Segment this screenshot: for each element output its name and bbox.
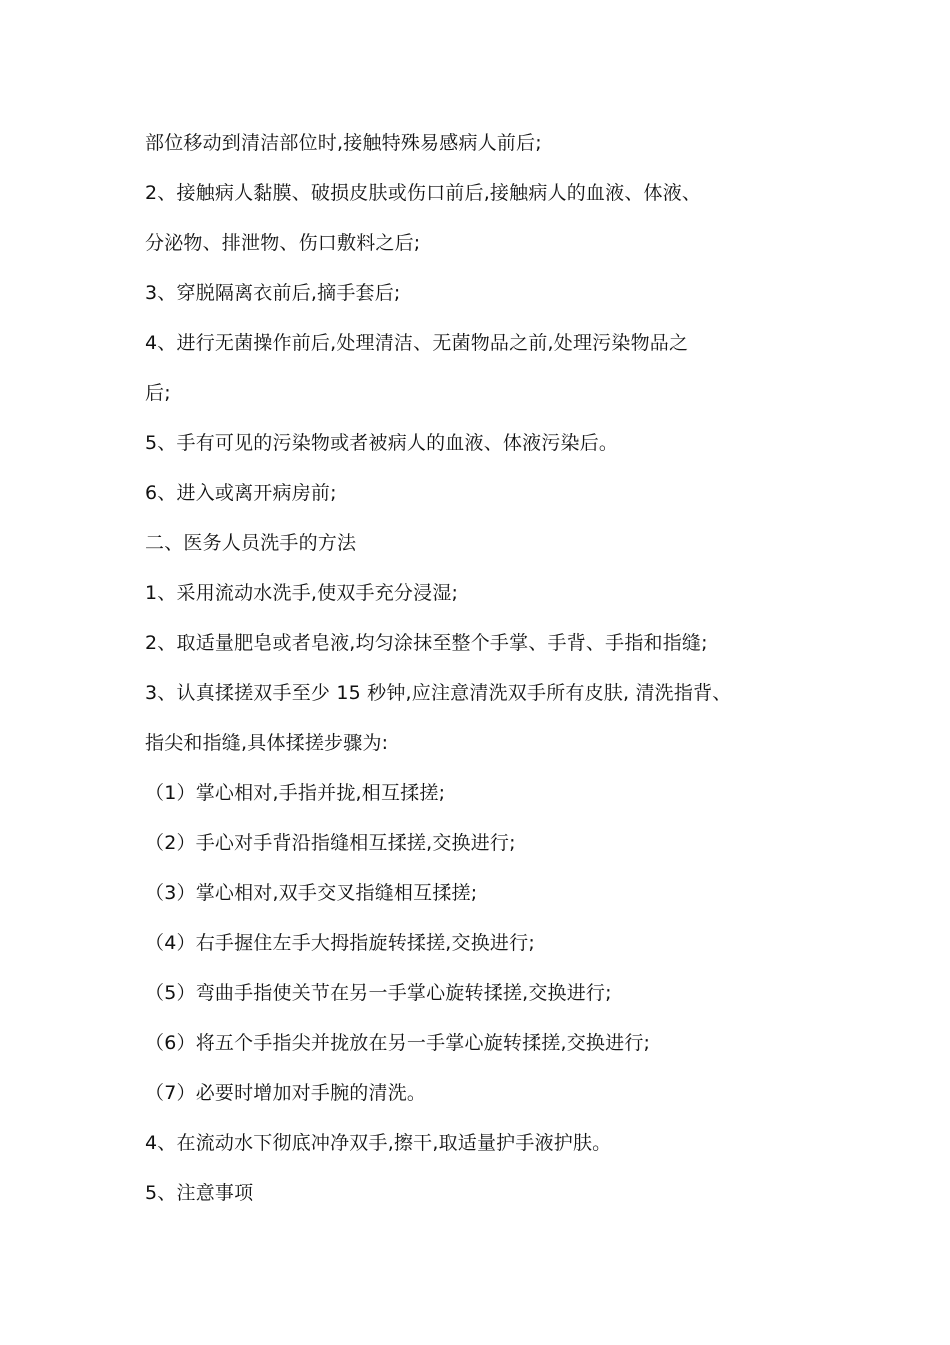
text-line: 4、进行无菌操作前后,处理清洁、无菌物品之前,处理污染物品之 [145,332,689,354]
section-heading: 二、医务人员洗手的方法 [145,532,357,554]
text-line: 分泌物、排泄物、伤口敷料之后; [145,232,421,254]
step-item: （4）右手握住左手大拇指旋转揉搓,交换进行; [145,932,535,954]
step-item: （5）弯曲手指使关节在另一手掌心旋转揉搓,交换进行; [145,982,612,1004]
step-item: （1）掌心相对,手指并拢,相互揉搓; [145,782,446,804]
step-item: （2）手心对手背沿指缝相互揉搓,交换进行; [145,832,516,854]
text-line: 5、手有可见的污染物或者被病人的血液、体液污染后。 [145,432,619,454]
text-line: 3、认真揉搓双手至少 15 秒钟,应注意清洗双手所有皮肤, 清洗指背、 [145,682,732,704]
text-line: 1、采用流动水洗手,使双手充分浸湿; [145,582,459,604]
text-line: 4、在流动水下彻底冲净双手,擦干,取适量护手液护肤。 [145,1132,612,1154]
text-line: 指尖和指缝,具体揉搓步骤为: [145,732,389,754]
step-item: （7）必要时增加对手腕的清洗。 [145,1082,427,1104]
text-line: 3、穿脱隔离衣前后,摘手套后; [145,282,401,304]
text-line: 后; [145,382,171,404]
text-line: 部位移动到清洁部位时,接触特殊易感病人前后; [145,132,542,154]
document-body [145,118,805,1218]
step-item: （6）将五个手指尖并拢放在另一手掌心旋转揉搓,交换进行; [145,1032,651,1054]
text-line: 2、接触病人黏膜、破损皮肤或伤口前后,接触病人的血液、体液、 [145,182,702,204]
text-line: 2、取适量肥皂或者皂液,均匀涂抹至整个手掌、手背、手指和指缝; [145,632,708,654]
text-line: 5、注意事项 [145,1182,254,1204]
text-line: 6、进入或离开病房前; [145,482,337,504]
step-item: （3）掌心相对,双手交叉指缝相互揉搓; [145,882,478,904]
